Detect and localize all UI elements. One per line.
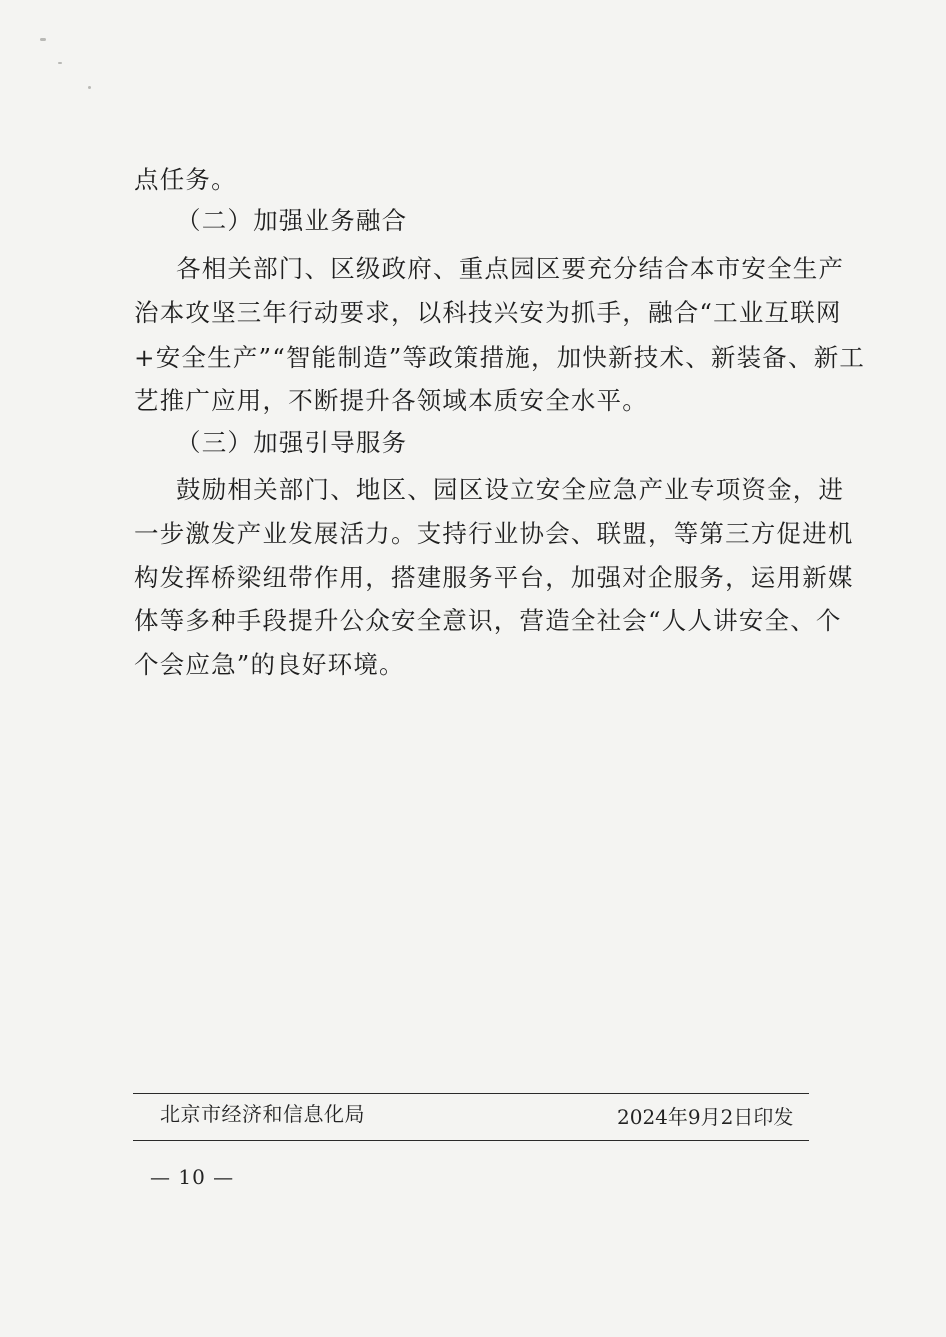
paragraph-line: 个会应急”的良好环境。 xyxy=(134,650,405,679)
scan-speck xyxy=(88,86,91,89)
page-number: — 10 — xyxy=(150,1165,235,1189)
paragraph-line: 鼓励相关部门、地区、园区设立安全应急产业专项资金，进 xyxy=(176,475,845,504)
paragraph-line: 构发挥桥梁纽带作用，搭建服务平台，加强对企服务，运用新媒 xyxy=(134,563,854,592)
footer-top-rule xyxy=(133,1093,809,1094)
paragraph-line: 治本攻坚三年行动要求，以科技兴安为抓手，融合“工业互联网 xyxy=(134,298,842,327)
section-heading-2: （二）加强业务融合 xyxy=(176,206,408,235)
continuation-text: 点任务。 xyxy=(134,165,237,194)
issuer-name: 北京市经济和信息化局 xyxy=(160,1102,365,1126)
scan-speck xyxy=(58,62,62,64)
section-heading-3: （三）加强引导服务 xyxy=(176,428,408,457)
paragraph-line: 体等多种手段提升公众安全意识，营造全社会“人人讲安全、个 xyxy=(134,606,842,635)
paragraph-line: 艺推广应用，不断提升各领域本质安全水平。 xyxy=(134,386,648,415)
footer-bottom-rule xyxy=(133,1140,809,1141)
issue-date: 2024年9月2日印发 xyxy=(617,1105,794,1129)
paragraph-line: +安全生产”“智能制造”等政策措施，加快新技术、新装备、新工 xyxy=(134,343,866,372)
paragraph-line: 一步激发产业发展活力。支持行业协会、联盟，等第三方促进机 xyxy=(134,519,854,548)
paragraph-line: 各相关部门、区级政府、重点园区要充分结合本市安全生产 xyxy=(176,254,845,283)
scan-speck xyxy=(40,38,46,41)
